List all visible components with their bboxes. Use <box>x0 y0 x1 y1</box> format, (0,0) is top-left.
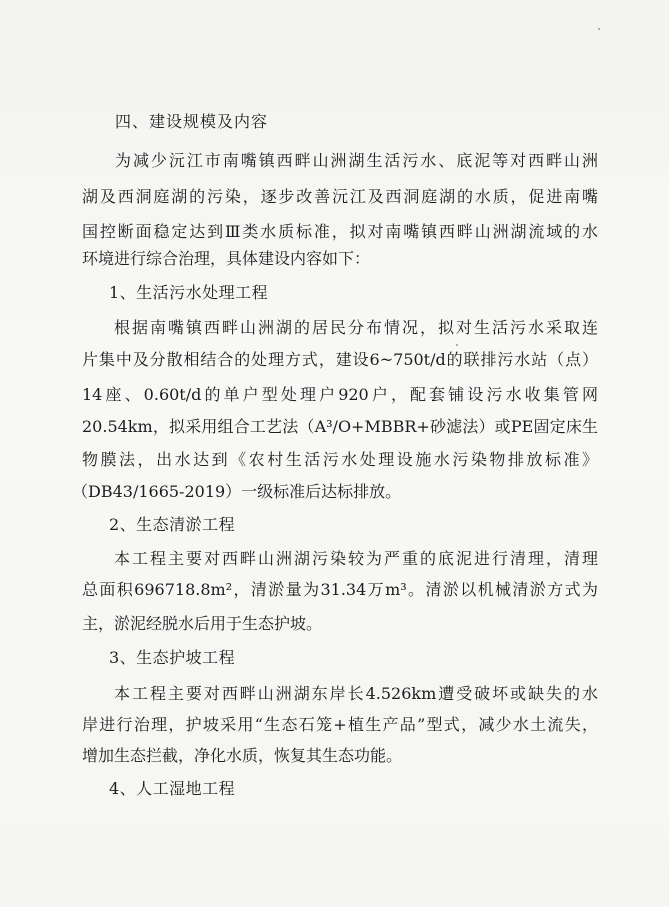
item2-line-1: 本工程主要对西畔山洲湖污染较为严重的底泥进行清理，清理 <box>114 549 598 568</box>
item1-line-5: 物膜法，出水达到《农村生活污水处理设施水污染物排放标准》 <box>82 450 598 469</box>
item3-line-3: 增加生态拦截，净化水质，恢复其生态功能。 <box>82 746 403 765</box>
item2-line-3: 主，淤泥经脱水后用于生态护坡。 <box>82 614 323 633</box>
item1-line-1: 根据南嘴镇西畔山洲湖的居民分布情况，拟对生活污水采取连 <box>114 318 598 337</box>
section-heading: 四、建设规模及内容 <box>115 112 269 131</box>
item3-line-2: 岸进行治理，护坡采用“生态石笼+植生产品”型式，减少水土流失， <box>82 715 598 734</box>
item3-line-1: 本工程主要对西畔山洲湖东岸长4.526km遭受破坏或缺失的水 <box>114 684 598 703</box>
item2-line-2: 总面积696718.8m²，清淤量为31.34万m³。清淤以机械清淤方式为 <box>82 580 598 599</box>
item3-title: 3、生态护坡工程 <box>109 648 236 667</box>
item2-title: 2、生态清淤工程 <box>109 515 236 534</box>
item1-line-3: 14座、0.60t/d的单户型处理户920户，配套铺设污水收集管网 <box>82 385 598 404</box>
intro-line-2: 湖及西洞庭湖的污染，逐步改善沅江及西洞庭湖的水质，促进南嘴 <box>82 187 598 206</box>
scan-speck <box>456 344 458 346</box>
intro-line-4: 环境进行综合治理，具体建设内容如下： <box>82 249 371 268</box>
item1-line-4: 20.54km，拟采用组合工艺法（A³/O+MBBR+砂滤法）或PE固定床生 <box>82 417 598 436</box>
item1-line-2: 片集中及分散相结合的处理方式，建设6~750t/d的联排污水站（点） <box>82 350 598 369</box>
intro-line-3: 国控断面稳定达到Ⅲ类水质标准，拟对南嘴镇西畔山洲湖流域的水 <box>82 222 598 241</box>
item4-title: 4、人工湿地工程 <box>109 779 236 798</box>
item1-title: 1、生活污水处理工程 <box>109 283 269 302</box>
intro-line-1: 为减少沅江市南嘴镇西畔山洲湖生活污水、底泥等对西畔山洲 <box>115 151 598 170</box>
item1-line-6: （DB43/1665-2019）一级标准后达标排放。 <box>72 482 402 501</box>
scan-speck <box>598 28 600 30</box>
